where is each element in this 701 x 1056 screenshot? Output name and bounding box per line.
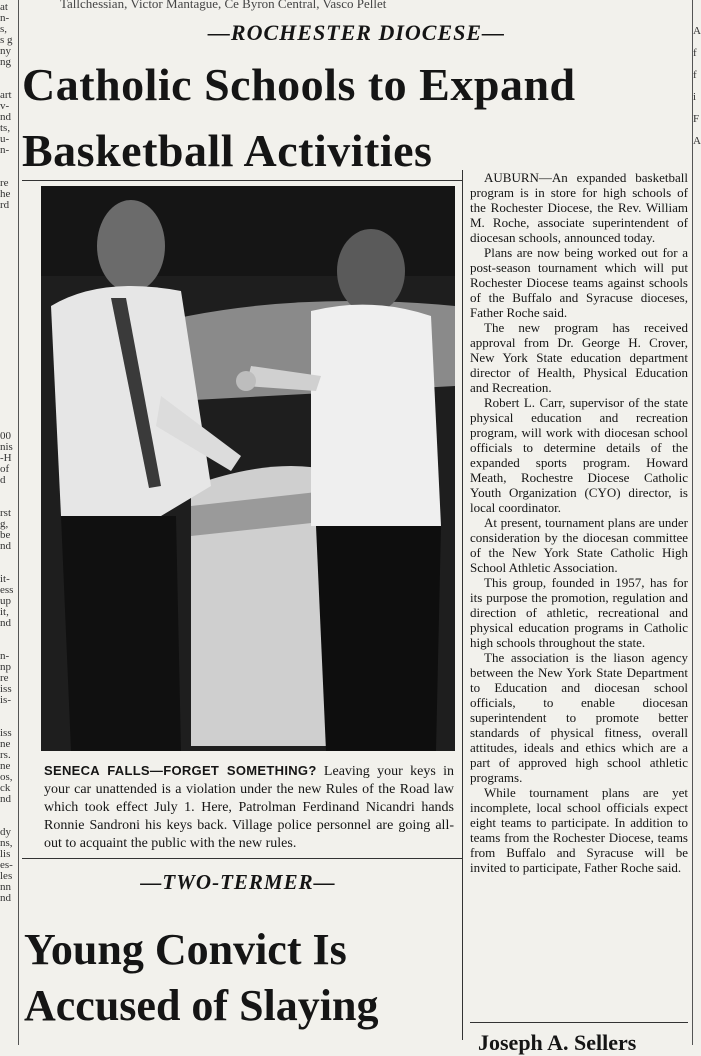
fragment-line: ne xyxy=(0,738,11,750)
fragment-line xyxy=(0,398,17,409)
story1-kicker: —ROCHESTER DIOCESE— xyxy=(207,20,506,45)
fragment-line xyxy=(0,244,17,255)
fragment-line xyxy=(0,288,17,299)
fragment-line: it, xyxy=(0,606,9,618)
fragment-line: n- xyxy=(0,650,10,662)
fragment-line: ck xyxy=(0,782,11,794)
right-column-fragments xyxy=(693,20,700,152)
fragment-line: n- xyxy=(0,12,10,24)
fragment-line: ne xyxy=(0,760,11,772)
fragment-line: u- xyxy=(0,133,10,145)
fragment-line: g, xyxy=(0,518,9,530)
photo-caption-body: Leaving your keys in your car unattended is a violation under the new Rules of the Road law which took effect July 1. Here, Patrolman Ferdinand Nicandri hands Ronnie Sandroni his keys back. Village police personnel are going all-out to acquaint the public with the new rules. xyxy=(44,764,454,851)
fragment-line xyxy=(0,365,17,376)
article-paragraph: While tournament plans are yet incomplete, local school officials expect eight teams to participate. In addition to teams from the Rochester Diocese, teams from Buffalo and Syracuse will be invited to participate, Father Roche said. xyxy=(470,785,688,875)
fragment-line: rs. xyxy=(0,749,11,761)
fragment-line xyxy=(0,222,17,233)
fragment-line: re xyxy=(0,672,9,684)
fragment-line xyxy=(0,552,17,563)
article-paragraph: Robert L. Carr, supervisor of the state physical education and recreation program, will work with diocesan school officials to determine details of the expanded sports program. Howard Meath, Rochestre Diocese Catholic Youth Organization (CYO) director, is local coordinator. xyxy=(470,395,688,515)
article-paragraph: AUBURN—An expanded basketball program is in store for high schools of the Rochester Diocese, the Rev. William M. Roche, associate superintendent of diocesan schools, announced today. xyxy=(470,170,688,245)
fragment-line xyxy=(0,409,17,420)
story1-headline: Catholic Schools to Expand Basketball Activities xyxy=(22,59,576,176)
fragment-line xyxy=(0,629,17,640)
fragment-line: rd xyxy=(0,199,10,211)
fragment-line: es- xyxy=(0,859,13,871)
fragment-line: iss xyxy=(0,683,12,695)
fragment-line: ns, xyxy=(0,837,13,849)
story-divider-rule xyxy=(22,858,462,859)
fragment-line: A xyxy=(693,25,701,37)
fragment-line: les xyxy=(0,870,13,882)
fragment-line: be xyxy=(0,529,11,541)
fragment-line xyxy=(0,266,17,277)
fragment-line: nd xyxy=(0,793,11,805)
fragment-line: 00 xyxy=(0,430,11,442)
fragment-line xyxy=(0,233,17,244)
fragment-line: dy xyxy=(0,826,11,838)
fragment-line: nd xyxy=(0,617,11,629)
fragment-line xyxy=(0,332,17,343)
bottom-rule xyxy=(470,1022,688,1023)
fragment-line: v- xyxy=(0,100,10,112)
fragment-line: np xyxy=(0,661,11,673)
fragment-line: he xyxy=(0,188,11,200)
fragment-line xyxy=(0,299,17,310)
fragment-line: iss xyxy=(0,727,12,739)
photo-caption-lead: SENECA FALLS—FORGET SOMETHING? xyxy=(44,763,317,778)
fragment-line: d xyxy=(0,474,6,486)
fragment-line: ts, xyxy=(0,122,11,134)
story1-article xyxy=(470,170,688,875)
column-rule-left xyxy=(18,0,19,1045)
fragment-line xyxy=(0,486,17,497)
fragment-line: f xyxy=(693,47,697,59)
column-rule-middle xyxy=(462,170,463,1040)
fragment-line: -H xyxy=(0,452,12,464)
fragment-line: ng xyxy=(0,56,11,68)
fragment-line: up xyxy=(0,595,11,607)
fragment-line xyxy=(0,156,17,167)
fragment-line: i xyxy=(693,91,697,103)
fragment-line: F xyxy=(693,113,700,125)
fragment-line xyxy=(0,343,17,354)
fragment-line xyxy=(0,211,17,222)
fragment-line xyxy=(0,376,17,387)
article-paragraph: The association is the liason agency between the New York State Department to Education and diocesan school officials, to enable diocesan superintendent to promote better standards of physical fitness, overall attitudes, ideals and ethics which are a part of approved high school athletic programs. xyxy=(470,650,688,785)
fragment-line: ny xyxy=(0,45,11,57)
fragment-line xyxy=(0,387,17,398)
news-photo-illustration xyxy=(41,186,455,751)
next-story-headline-fragment: Joseph A. Sellers xyxy=(478,1030,637,1055)
fragment-line: n- xyxy=(0,144,10,156)
fragment-line xyxy=(0,277,17,288)
story2-kicker: —TWO-TERMER— xyxy=(140,870,336,894)
fragment-line: at xyxy=(0,1,8,13)
news-photo xyxy=(41,186,455,751)
fragment-line: nd xyxy=(0,111,11,123)
fragment-line: ess xyxy=(0,584,14,596)
fragment-line xyxy=(0,255,17,266)
article-paragraph: The new program has received approval from Dr. George H. Crover, New York State education department director of Health, Physical Education and Recreation. xyxy=(470,320,688,395)
fragment-line xyxy=(0,354,17,365)
left-column-fragments xyxy=(0,2,17,904)
fragment-line xyxy=(0,321,17,332)
top-masthead-fragment: Tallchessian, Victor Mantague, Ce Byron Central, Vasco Pellet xyxy=(60,0,387,11)
story2-headline: Young Convict Is Accused of Slaying xyxy=(24,925,379,1030)
fragment-line: s g xyxy=(0,34,13,46)
fragment-line: nis xyxy=(0,441,13,453)
fragment-line: lis xyxy=(0,848,11,860)
headline-rule xyxy=(22,180,462,181)
fragment-line xyxy=(0,706,17,717)
fragment-line: of xyxy=(0,463,10,475)
fragment-line: is- xyxy=(0,694,11,706)
photo-caption xyxy=(44,762,454,853)
fragment-line xyxy=(0,310,17,321)
fragment-line: os, xyxy=(0,771,13,783)
fragment-line: rst xyxy=(0,507,11,519)
fragment-line: s, xyxy=(0,23,8,35)
fragment-line: art xyxy=(0,89,12,101)
article-paragraph: At present, tournament plans are under consideration by the diocesan committee of the New York State Catholic High School Athletic Association. xyxy=(470,515,688,575)
fragment-line: it- xyxy=(0,573,10,585)
fragment-line: re xyxy=(0,177,9,189)
article-paragraph: Plans are now being worked out for a post-season tournament which will put Rochester Diocese teams against schools of the Buffalo and Syracuse dioceses, Father Roche said. xyxy=(470,245,688,320)
fragment-line: nd xyxy=(0,540,11,552)
fragment-line: nn xyxy=(0,881,11,893)
column-rule-right xyxy=(692,0,693,1045)
fragment-line xyxy=(0,805,17,816)
fragment-line: A xyxy=(693,135,701,147)
fragment-line: f xyxy=(693,69,697,81)
fragment-line: nd xyxy=(0,892,11,904)
article-paragraph: This group, founded in 1957, has for its purpose the promotion, regulation and direction of athletic, recreational and physical education programs in Catholic high schools throughout the state. xyxy=(470,575,688,650)
fragment-line xyxy=(0,68,17,79)
